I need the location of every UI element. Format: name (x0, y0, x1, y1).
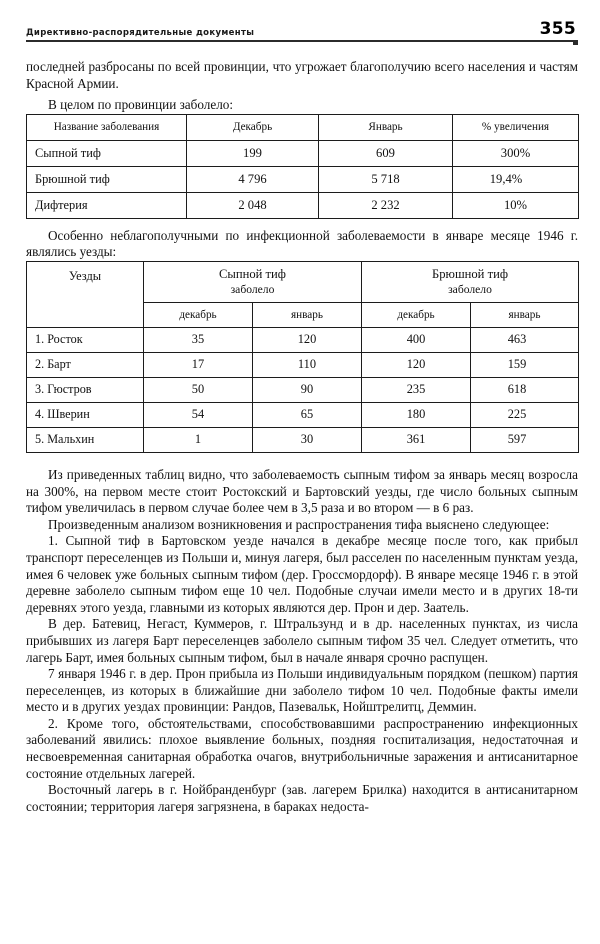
cell-uezd-name: 3. Гюстров (27, 377, 144, 402)
table-row (27, 352, 579, 377)
table-row (27, 377, 579, 402)
cell-bryushnoy-january: 463 (471, 327, 579, 352)
cell-sypnoy-january: 65 (253, 402, 362, 427)
cell-increase: 300% (453, 140, 579, 166)
cell-december: 2 048 (187, 192, 319, 218)
running-head-rule (26, 40, 578, 45)
group-label: Брюшной тиф (432, 266, 508, 281)
col-group-header-typhus-exanthematic (144, 261, 362, 302)
cell-disease-name: Брюшной тиф (27, 166, 187, 192)
cell-january: 5 718 (319, 166, 453, 192)
cell-sypnoy-january: 120 (253, 327, 362, 352)
col-header-sypnoy-january: январь (253, 302, 362, 327)
cell-uezd-name: 4. Шверин (27, 402, 144, 427)
table-province-disease-totals (26, 114, 579, 219)
cell-sypnoy-december: 54 (144, 402, 253, 427)
cell-disease-name: Сыпной тиф (27, 140, 187, 166)
cell-increase: 10% (453, 192, 579, 218)
col-header-bryushnoy-december: декабрь (362, 302, 471, 327)
paragraph-item-2b: Восточный лагерь в г. Нойбранденбург (зав. лагерем Брилка) находится в антисанитарном состоянии; территория лагеря загрязнена, в бараках недоста- (26, 782, 578, 814)
table-row-header-groups (27, 261, 579, 302)
cell-january: 2 232 (319, 192, 453, 218)
running-head-title: Директивно-распорядительные документы (26, 28, 255, 38)
cell-december: 4 796 (187, 166, 319, 192)
cell-sypnoy-december: 50 (144, 377, 253, 402)
cell-sypnoy-december: 17 (144, 352, 253, 377)
col-header-december: Декабрь (187, 114, 319, 140)
cell-sypnoy-december: 35 (144, 327, 253, 352)
paragraph-lead-in-table2: Особенно неблагополучными по инфекционной заболеваемости в январе месяце 1946 г. являлись уезды: (26, 227, 578, 260)
table-row (27, 427, 579, 452)
cell-uezd-name: 2. Барт (27, 352, 144, 377)
cell-bryushnoy-december: 180 (362, 402, 471, 427)
paragraph-lead-in-table1: В целом по провинции заболело: (48, 97, 234, 113)
cell-bryushnoy-january: 159 (471, 352, 579, 377)
table-row (27, 402, 579, 427)
table-row (27, 327, 579, 352)
group-sublabel: заболело (230, 282, 275, 296)
col-header-increase-percent: % увеличения (453, 114, 579, 140)
paragraph-intro-continued: последней разбросаны по всей провинции, что угрожает благополучию всего населения и частям Красной Армии. (26, 59, 578, 91)
cell-january: 609 (319, 140, 453, 166)
table-row (27, 192, 579, 218)
paragraph-item-2: 2. Кроме того, обстоятельствами, способствовавшими распространению инфекционных заболеваний явились: плохое выявление больных, поздняя госпитализация, недостаточная и несвоевременная санитарная обработка очагов, внутрибольничные заражения и антисанитарное состояние отдельных лагерей. (26, 715, 578, 781)
col-header-bryushnoy-january: январь (471, 302, 579, 327)
cell-sypnoy-january: 90 (253, 377, 362, 402)
cell-sypnoy-january: 30 (253, 427, 362, 452)
cell-uezd-name: 1. Росток (27, 327, 144, 352)
table-row-header (27, 114, 579, 140)
col-header-uezdy: Уезды (27, 261, 144, 327)
cell-bryushnoy-december: 120 (362, 352, 471, 377)
paragraph-after-tables-1: Из приведенных таблиц видно, что заболеваемость сыпным тифом за январь месяц возросла на 300%, на первом месте стоит Ростокский и Бартовский уезды, где число больных сыпным тифом увеличилась в первом случае более чем в 3,5 раза и во втором — в 6 раз. (26, 466, 578, 516)
cell-increase: 19,4% (453, 166, 579, 192)
table-uezdy-typhus-breakdown (26, 261, 579, 453)
col-group-header-typhus-abdominal (362, 261, 579, 302)
cell-bryushnoy-january: 225 (471, 402, 579, 427)
col-header-disease-name: Название заболевания (27, 114, 187, 140)
paragraph-item-1: 1. Сыпной тиф в Бартовском уезде начался в декабре месяце после того, как прибыл транспорт переселенцев из Польши и, минуя лагеря, был расселен по населенным пунктам уезда, имея 6 человек уже больных сыпным тифом (дер. Гроссмордорф). В январе месяце 1946 г. в этой деревне заболело сыпным тифом еще 10 чел. Подобные случаи имели место и в других 18-ти деревнях этого уезда, главными из которых являются дер. Прон и дер. Заатель. (26, 533, 578, 615)
cell-bryushnoy-december: 400 (362, 327, 471, 352)
group-sublabel: заболело (448, 282, 492, 296)
cell-sypnoy-december: 1 (144, 427, 253, 452)
group-label: Сыпной тиф (219, 266, 286, 281)
cell-uezd-name: 5. Мальхин (27, 427, 144, 452)
table-row (27, 166, 579, 192)
cell-bryushnoy-december: 361 (362, 427, 471, 452)
paragraph-item-1c: 7 января 1946 г. в дер. Прон прибыла из Польши индивидуальным порядком (пешком) партия переселенцев, из которых в ближайшие дни заболело тифом 10 чел. Подобные факты имели место и в других уездах провинции: Рандов, Пазевальк, Нойштрелитц, Деммин. (26, 666, 578, 715)
cell-bryushnoy-december: 235 (362, 377, 471, 402)
paragraph-after-tables-2: Произведенным анализом возникновения и распространения тифа выяснено следующее: (48, 516, 550, 532)
col-header-sypnoy-december: декабрь (144, 302, 253, 327)
paragraph-item-1b: В дер. Батевиц, Негаст, Куммеров, г. Штральзунд и в др. населенных пунктах, из числа прибывших из лагеря Барт переселенцев заболело сыпным тифом 35 чел. Следует отметить, что лагерь Барт, имея больных сыпным тифом, был в начале января срочно распущен. (26, 616, 578, 665)
running-head (26, 12, 578, 38)
table-row (27, 140, 579, 166)
cell-bryushnoy-january: 618 (471, 377, 579, 402)
cell-bryushnoy-january: 597 (471, 427, 579, 452)
cell-disease-name: Дифтерия (27, 192, 187, 218)
cell-sypnoy-january: 110 (253, 352, 362, 377)
col-header-january: Январь (319, 114, 453, 140)
page-number: 355 (539, 19, 576, 39)
cell-december: 199 (187, 140, 319, 166)
